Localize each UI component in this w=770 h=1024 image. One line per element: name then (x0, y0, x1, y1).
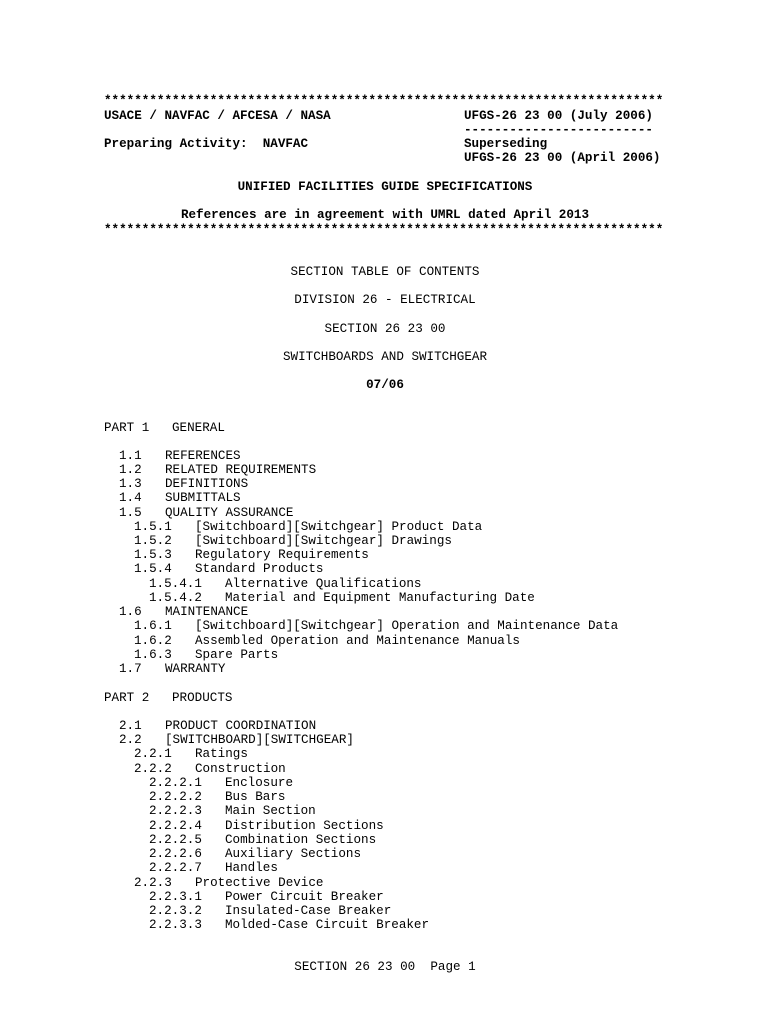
toc-entry[interactable]: 2.2.2.4 Distribution Sections (149, 819, 384, 833)
dash-rule: ------------------------- (464, 123, 653, 137)
toc-entry[interactable]: 2.2.2.7 Handles (149, 861, 278, 875)
part-heading: PART 2 PRODUCTS (104, 691, 233, 705)
guide-title: UNIFIED FACILITIES GUIDE SPECIFICATIONS (237, 180, 533, 194)
toc-entry[interactable]: 1.5 QUALITY ASSURANCE (119, 506, 294, 520)
toc-entry[interactable]: 1.2 RELATED REQUIREMENTS (119, 463, 317, 477)
superseded-spec-id: UFGS-26 23 00 (April 2006) (464, 151, 661, 165)
toc-entry[interactable]: 1.5.1 [Switchboard][Switchgear] Product Data (134, 520, 483, 534)
agency-list: USACE / NAVFAC / AFCESA / NASA (104, 109, 331, 123)
toc-entry[interactable]: 2.1 PRODUCT COORDINATION (119, 719, 317, 733)
toc-entry[interactable]: 1.5.4.2 Material and Equipment Manufacturing Date (149, 591, 535, 605)
section-title: SECTION 26 23 00 (324, 322, 446, 336)
toc-entry[interactable]: 1.5.4 Standard Products (134, 562, 324, 576)
star-rule-bottom: ************************************************************************** (104, 223, 664, 237)
toc-entry[interactable]: 1.5.4.1 Alternative Qualifications (149, 577, 422, 591)
toc-entry[interactable]: 1.6 MAINTENANCE (119, 605, 249, 619)
toc-entry[interactable]: 2.2.3.3 Molded-Case Circuit Breaker (149, 918, 430, 932)
superseding-label: Superseding (464, 137, 548, 151)
toc-entry[interactable]: 1.1 REFERENCES (119, 449, 241, 463)
toc-entry[interactable]: 1.5.2 [Switchboard][Switchgear] Drawings (134, 534, 452, 548)
date-title: 07/06 (366, 378, 404, 392)
toc-entry[interactable]: 2.2.2.2 Bus Bars (149, 790, 286, 804)
toc-title: SECTION TABLE OF CONTENTS (290, 265, 480, 279)
part-heading: PART 1 GENERAL (104, 421, 225, 435)
toc-entry[interactable]: 1.6.2 Assembled Operation and Maintenance Manuals (134, 634, 520, 648)
subject-title: SWITCHBOARDS AND SWITCHGEAR (282, 350, 488, 364)
star-rule-top: ************************************************************************** (104, 94, 664, 108)
toc-entry[interactable]: 2.2.3.2 Insulated-Case Breaker (149, 904, 392, 918)
toc-entry[interactable]: 2.2.3.1 Power Circuit Breaker (149, 890, 384, 904)
toc-entry[interactable]: 2.2.2.5 Combination Sections (149, 833, 377, 847)
toc-entry[interactable]: 2.2.1 Ratings (134, 747, 248, 761)
toc-entry[interactable]: 1.6.3 Spare Parts (134, 648, 279, 662)
toc-entry[interactable]: 1.7 WARRANTY (119, 662, 226, 676)
toc-entry[interactable]: 2.2 [SWITCHBOARD][SWITCHGEAR] (119, 733, 354, 747)
toc-entry[interactable]: 1.4 SUBMITTALS (119, 491, 241, 505)
toc-entry[interactable]: 2.2.2 Construction (134, 762, 286, 776)
toc-entry[interactable]: 2.2.3 Protective Device (134, 876, 324, 890)
references-note: References are in agreement with UMRL dated April 2013 (180, 208, 590, 222)
toc-entry[interactable]: 1.3 DEFINITIONS (119, 477, 249, 491)
page-footer: SECTION 26 23 00 Page 1 (294, 960, 476, 974)
division-title: DIVISION 26 - ELECTRICAL (294, 293, 476, 307)
preparing-activity: Preparing Activity: NAVFAC (104, 137, 309, 151)
toc-entry[interactable]: 1.5.3 Regulatory Requirements (134, 548, 369, 562)
toc-entry[interactable]: 2.2.2.6 Auxiliary Sections (149, 847, 362, 861)
toc-entry[interactable]: 1.6.1 [Switchboard][Switchgear] Operation and Maintenance Data (134, 619, 619, 633)
toc-entry[interactable]: 2.2.2.1 Enclosure (149, 776, 294, 790)
toc-entry[interactable]: 2.2.2.3 Main Section (149, 804, 316, 818)
spec-id: UFGS-26 23 00 (July 2006) (464, 109, 653, 123)
